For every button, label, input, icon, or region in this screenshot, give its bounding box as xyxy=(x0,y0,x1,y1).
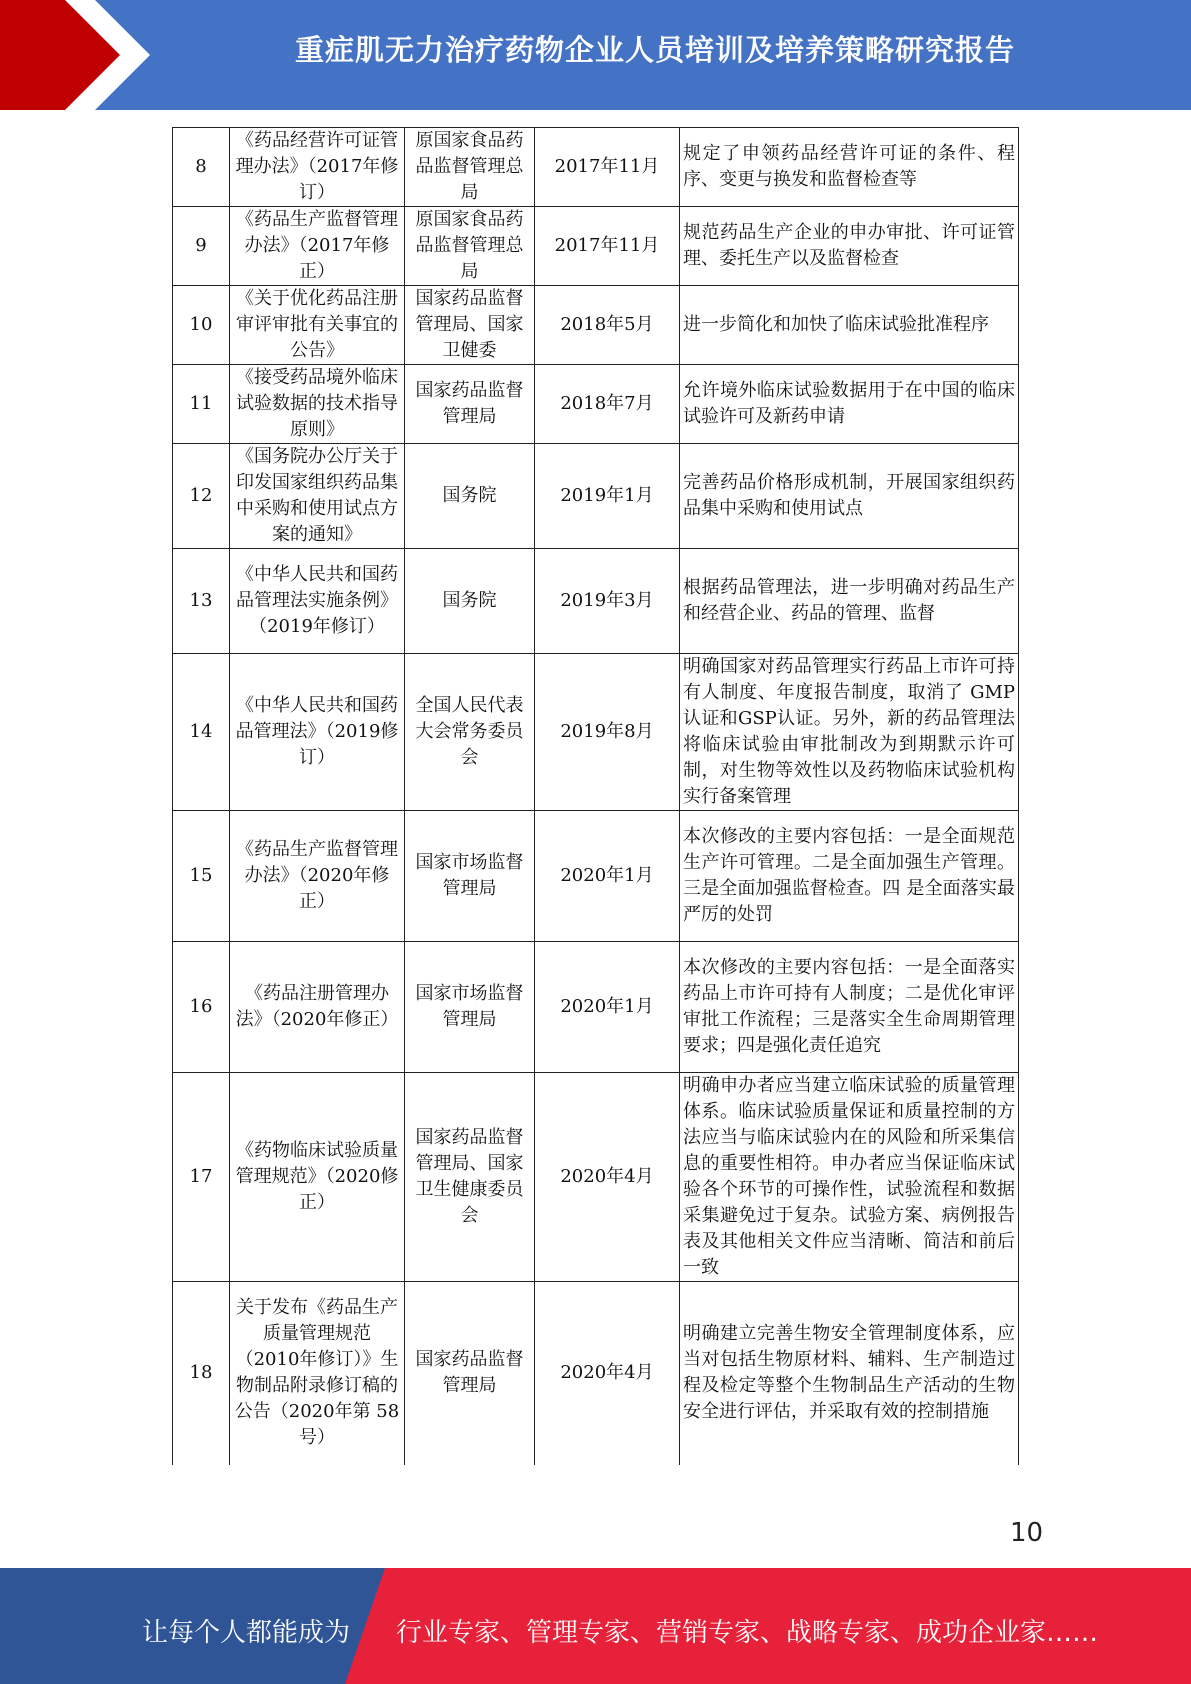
regulation-summary: 规范药品生产企业的申办审批、许可证管理、委托生产以及监督检查 xyxy=(680,207,1019,286)
issue-date: 2019年3月 xyxy=(535,549,680,654)
issue-date: 2020年1月 xyxy=(535,811,680,942)
regulation-name: 《接受药品境外临床试验数据的技术指导原则》 xyxy=(230,365,405,444)
row-number: 9 xyxy=(173,207,230,286)
page-title: 重症肌无力治疗药物企业人员培训及培养策略研究报告 xyxy=(294,33,1015,67)
footer-roles: 行业专家、管理专家、营销专家、战略专家、成功企业家…… xyxy=(396,1618,1099,1648)
regulation-name: 《药品经营许可证管理办法》（2017年修订） xyxy=(230,128,405,207)
issuing-authority: 国务院 xyxy=(405,549,535,654)
issuing-authority: 国家药品监督管理局 xyxy=(405,365,535,444)
regulation-table xyxy=(172,127,1019,1465)
regulation-summary: 完善药品价格形成机制，开展国家组织药品集中采购和使用试点 xyxy=(680,444,1019,549)
regulation-name: 《药品注册管理办法》（2020年修正） xyxy=(230,942,405,1073)
regulation-summary: 允许境外临床试验数据用于在中国的临床试验许可及新药申请 xyxy=(680,365,1019,444)
table-row xyxy=(173,207,1019,286)
regulation-name: 《药品生产监督管理办法》（2017年修正） xyxy=(230,207,405,286)
table-row xyxy=(173,654,1019,811)
table-row xyxy=(173,549,1019,654)
issuing-authority: 国家市场监督管理局 xyxy=(405,942,535,1073)
issue-date: 2020年4月 xyxy=(535,1282,680,1465)
footer-slogan: 让每个人都能成为 xyxy=(142,1618,351,1648)
regulation-name: 《药物临床试验质量管理规范》（2020修正） xyxy=(230,1073,405,1282)
issuing-authority: 全国人民代表大会常务委员会 xyxy=(405,654,535,811)
regulation-summary: 本次修改的主要内容包括：一是全面落实药品上市许可持有人制度；二是优化审评审批工作流程；三是落实全生命周期管理要求；四是强化责任追究 xyxy=(680,942,1019,1073)
issue-date: 2020年4月 xyxy=(535,1073,680,1282)
table-row xyxy=(173,128,1019,207)
issue-date: 2017年11月 xyxy=(535,128,680,207)
table-row xyxy=(173,942,1019,1073)
table-row xyxy=(173,1073,1019,1282)
issue-date: 2019年1月 xyxy=(535,444,680,549)
regulation-name: 《中华人民共和国药品管理法实施条例》（2019年修订） xyxy=(230,549,405,654)
issuing-authority: 国家药品监督管理局、国家卫生健康委员会 xyxy=(405,1073,535,1282)
table-row xyxy=(173,365,1019,444)
regulation-name: 《中华人民共和国药品管理法》（2019修订） xyxy=(230,654,405,811)
issue-date: 2018年5月 xyxy=(535,286,680,365)
issuing-authority: 国家药品监督管理局 xyxy=(405,1282,535,1465)
regulation-summary: 本次修改的主要内容包括：一是全面规范生产许可管理。二是全面加强生产管理。三是全面加强监督检查。四 是全面落实最严厉的处罚 xyxy=(680,811,1019,942)
row-number: 17 xyxy=(173,1073,230,1282)
issue-date: 2019年8月 xyxy=(535,654,680,811)
row-number: 8 xyxy=(173,128,230,207)
issuing-authority: 国务院 xyxy=(405,444,535,549)
table-row xyxy=(173,286,1019,365)
row-number: 13 xyxy=(173,549,230,654)
issuing-authority: 国家药品监督管理局、国家卫健委 xyxy=(405,286,535,365)
row-number: 11 xyxy=(173,365,230,444)
regulation-summary: 进一步简化和加快了临床试验批准程序 xyxy=(680,286,1019,365)
row-number: 16 xyxy=(173,942,230,1073)
row-number: 12 xyxy=(173,444,230,549)
regulation-name: 《国务院办公厅关于印发国家组织药品集中采购和使用试点方案的通知》 xyxy=(230,444,405,549)
row-number: 15 xyxy=(173,811,230,942)
issue-date: 2018年7月 xyxy=(535,365,680,444)
regulation-name: 《药品生产监督管理办法》（2020年修正） xyxy=(230,811,405,942)
issue-date: 2020年1月 xyxy=(535,942,680,1073)
row-number: 10 xyxy=(173,286,230,365)
regulation-summary: 规定了申领药品经营许可证的条件、程序、变更与换发和监督检查等 xyxy=(680,128,1019,207)
table-row xyxy=(173,444,1019,549)
issue-date: 2017年11月 xyxy=(535,207,680,286)
regulation-summary: 明确国家对药品管理实行药品上市许可持有人制度、年度报告制度，取消了 GMP认证和GSP认证。另外，新的药品管理法将临床试验由审批制改为到期默示许可制，对生物等效性以及药物临床试验机构实行备案管理 xyxy=(680,654,1019,811)
row-number: 14 xyxy=(173,654,230,811)
issuing-authority: 原国家食品药品监督管理总局 xyxy=(405,128,535,207)
page-number: 10 xyxy=(1010,1518,1044,1548)
regulation-name: 《关于优化药品注册审评审批有关事宜的公告》 xyxy=(230,286,405,365)
issuing-authority: 原国家食品药品监督管理总局 xyxy=(405,207,535,286)
row-number: 18 xyxy=(173,1282,230,1465)
regulation-summary: 明确申办者应当建立临床试验的质量管理体系。临床试验质量保证和质量控制的方法应当与临床试验内在的风险和所采集信息的重要性相符。申办者应当保证临床试验各个环节的可操作性，试验流程和数据采集避免过于复杂。试验方案、病例报告表及其他相关文件应当清晰、简洁和前后一致 xyxy=(680,1073,1019,1282)
header-banner xyxy=(0,0,1191,110)
regulation-name: 关于发布《药品生产质量管理规范（2010年修订）》生物制品附录修订稿的公告（2020年第 58号） xyxy=(230,1282,405,1465)
regulation-summary: 明确建立完善生物安全管理制度体系，应当对包括生物原材料、辅料、生产制造过程及检定等整个生物制品生产活动的生物安全进行评估，并采取有效的控制措施 xyxy=(680,1282,1019,1465)
issuing-authority: 国家市场监督管理局 xyxy=(405,811,535,942)
table-row xyxy=(173,1282,1019,1465)
table-row xyxy=(173,811,1019,942)
regulation-summary: 根据药品管理法，进一步明确对药品生产和经营企业、药品的管理、监督 xyxy=(680,549,1019,654)
